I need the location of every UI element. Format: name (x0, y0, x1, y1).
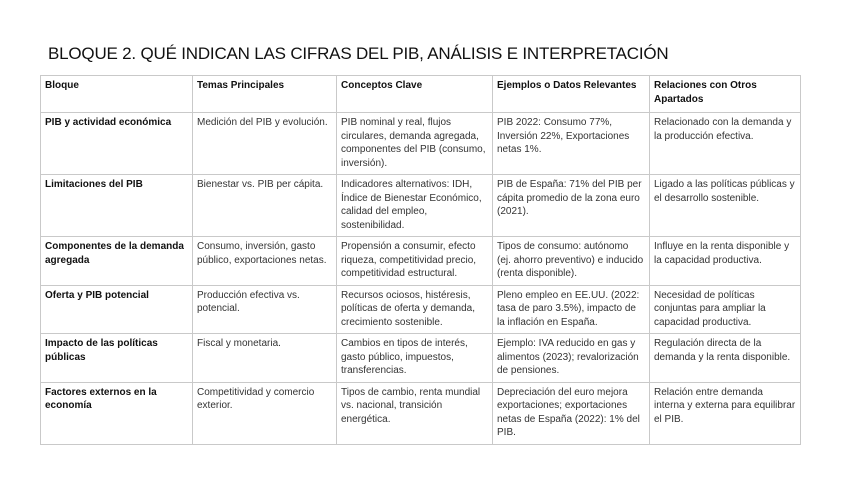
row-label: Limitaciones del PIB (41, 175, 193, 237)
table-cell: Recursos ociosos, histéresis, políticas de oferta y demanda, crecimiento sostenible. (337, 285, 493, 334)
header-cell: Relaciones con Otros Apartados (650, 76, 801, 113)
table-cell: Pleno empleo en EE.UU. (2022: tasa de paro 3.5%), impacto de la inflación en España. (493, 285, 650, 334)
table-cell: Depreciación del euro mejora exportaciones; exportaciones netas de España (2022): 1% del PIB. (493, 382, 650, 444)
table-row (41, 382, 801, 444)
table-header-row (41, 76, 801, 113)
table-row (41, 113, 801, 175)
table-cell: Necesidad de políticas conjuntas para ampliar la capacidad productiva. (650, 285, 801, 334)
table-row (41, 237, 801, 286)
header-cell: Conceptos Clave (337, 76, 493, 113)
header-cell: Temas Principales (193, 76, 337, 113)
table-cell: Indicadores alternativos: IDH, Índice de Bienestar Económico, calidad del empleo, sostenibilidad. (337, 175, 493, 237)
row-label: PIB y actividad económica (41, 113, 193, 175)
table-row (41, 334, 801, 383)
table-cell: Ejemplo: IVA reducido en gas y alimentos (2023); revalorización de pensiones. (493, 334, 650, 383)
table-cell: Medición del PIB y evolución. (193, 113, 337, 175)
table-cell: PIB 2022: Consumo 77%, Inversión 22%, Exportaciones netas 1%. (493, 113, 650, 175)
table-cell: Tipos de consumo: autónomo (ej. ahorro preventivo) e inducido (renta disponible). (493, 237, 650, 286)
table-row (41, 175, 801, 237)
table-cell: Tipos de cambio, renta mundial vs. nacional, transición energética. (337, 382, 493, 444)
table-cell: Relación entre demanda interna y externa para equilibrar el PIB. (650, 382, 801, 444)
row-label: Factores externos en la economía (41, 382, 193, 444)
row-label: Componentes de la demanda agregada (41, 237, 193, 286)
table-cell: Producción efectiva vs. potencial. (193, 285, 337, 334)
table-cell: Influye en la renta disponible y la capacidad productiva. (650, 237, 801, 286)
header-cell: Ejemplos o Datos Relevantes (493, 76, 650, 113)
table-row (41, 285, 801, 334)
table-cell: PIB nominal y real, flujos circulares, demanda agregada, componentes del PIB (consumo, inversión). (337, 113, 493, 175)
table-cell: Consumo, inversión, gasto público, exportaciones netas. (193, 237, 337, 286)
table-cell: Bienestar vs. PIB per cápita. (193, 175, 337, 237)
table-cell: Cambios en tipos de interés, gasto público, impuestos, transferencias. (337, 334, 493, 383)
row-label: Impacto de las políticas públicas (41, 334, 193, 383)
page-title: BLOQUE 2. QUÉ INDICAN LAS CIFRAS DEL PIB, ANÁLISIS E INTERPRETACIÓN (48, 44, 669, 63)
table-cell: Regulación directa de la demanda y la renta disponible. (650, 334, 801, 383)
row-label: Oferta y PIB potencial (41, 285, 193, 334)
header-cell: Bloque (41, 76, 193, 113)
table-cell: Fiscal y monetaria. (193, 334, 337, 383)
table-cell: Competitividad y comercio exterior. (193, 382, 337, 444)
table-cell: PIB de España: 71% del PIB per cápita promedio de la zona euro (2021). (493, 175, 650, 237)
table-cell: Ligado a las políticas públicas y el desarrollo sostenible. (650, 175, 801, 237)
table-cell: Propensión a consumir, efecto riqueza, competitividad precio, competitividad estructural. (337, 237, 493, 286)
table-cell: Relacionado con la demanda y la producción efectiva. (650, 113, 801, 175)
summary-table (40, 75, 801, 445)
